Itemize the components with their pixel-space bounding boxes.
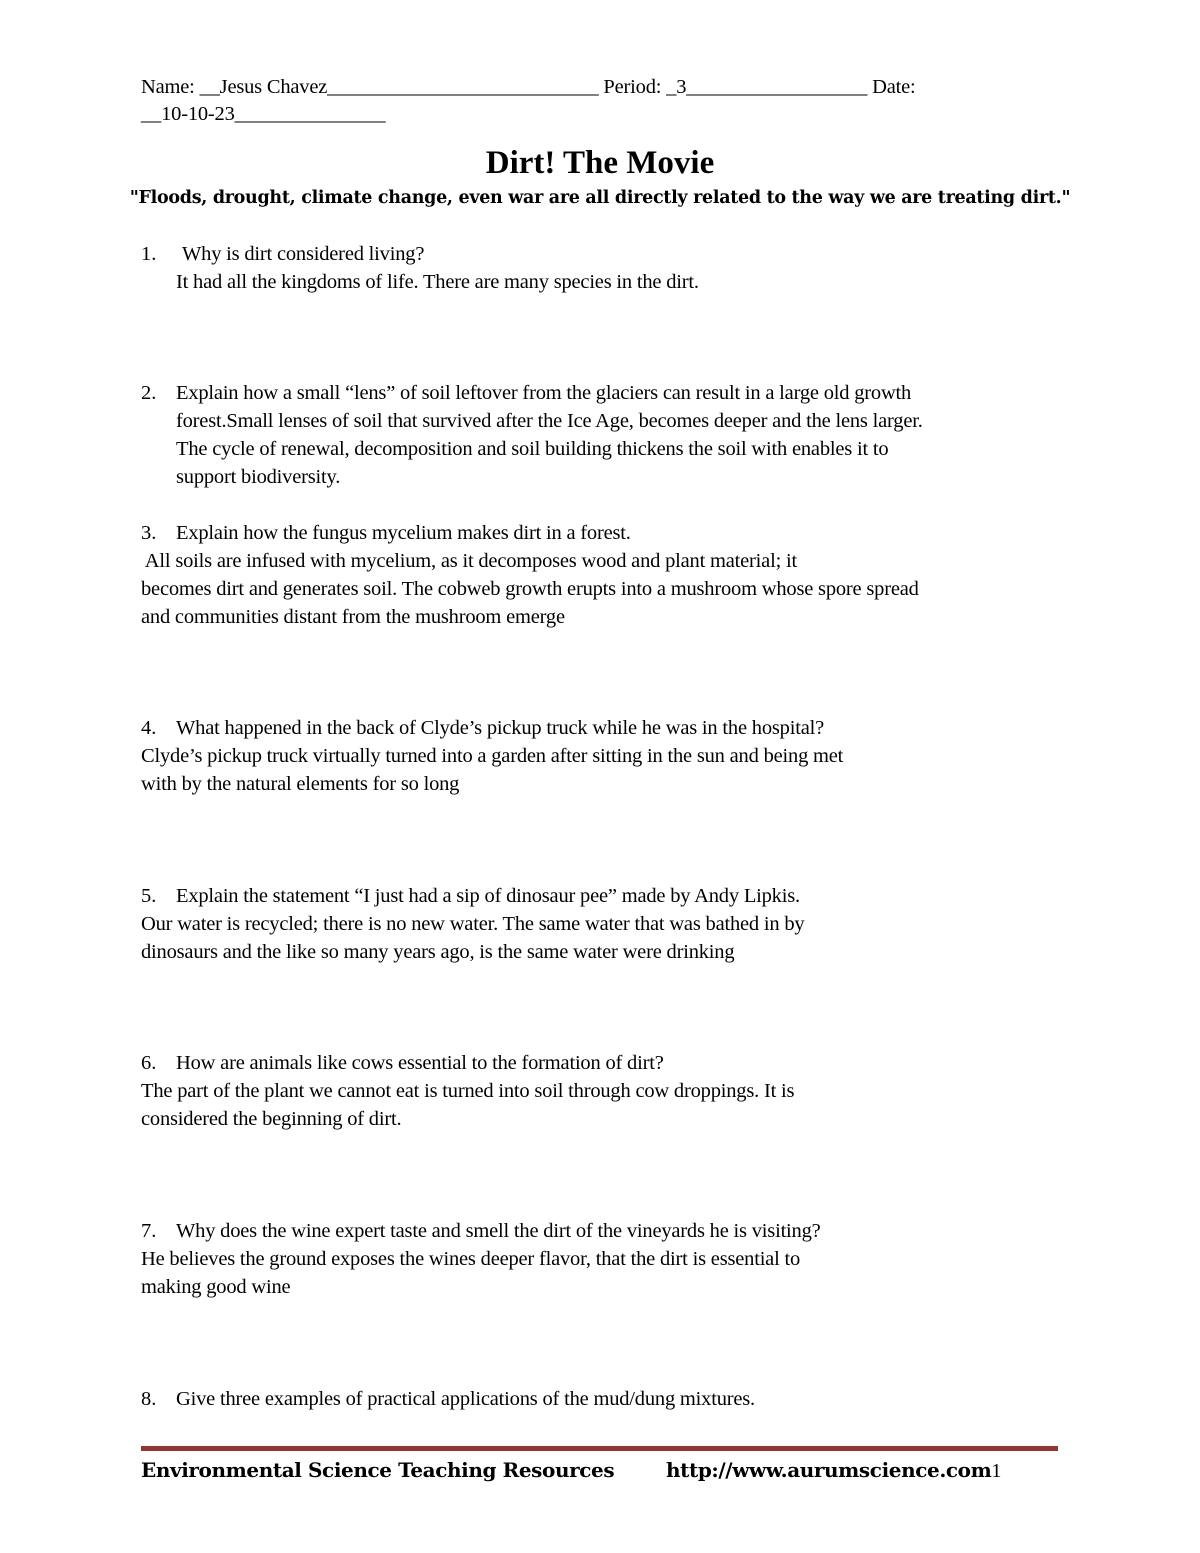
footer-url-text: http://www.aurumscience.com <box>666 1458 992 1482</box>
footer-url <box>666 1457 1001 1484</box>
question-number: 4. <box>141 717 157 739</box>
page-number: 1 <box>991 1460 1001 1482</box>
answer-line: It had all the kingdoms of life. There are many species in the dirt. <box>176 271 699 293</box>
question-number: 8. <box>141 1388 157 1410</box>
footer-rule <box>141 1446 1058 1451</box>
answer-line: Clyde’s pickup truck virtually turned into a garden after sitting in the sun and being met <box>141 745 844 767</box>
answer-line: The part of the plant we cannot eat is turned into soil through cow droppings. It is <box>141 1080 795 1102</box>
answer-line: making good wine <box>141 1276 291 1298</box>
question-text: Give three examples of practical applications of the mud/dung mixtures. <box>176 1388 755 1410</box>
date-line: __10-10-23_______________ <box>141 103 386 125</box>
question-number: 7. <box>141 1220 157 1242</box>
question-number: 3. <box>141 522 157 544</box>
page-title: Dirt! The Movie <box>485 145 715 181</box>
answer-line: All soils are infused with mycelium, as it decomposes wood and plant material; it <box>141 550 797 572</box>
question-text: Explain how a small “lens” of soil leftover from the glaciers can result in a large old growth <box>176 382 912 404</box>
answer-line: with by the natural elements for so long <box>141 773 460 795</box>
answer-line: dinosaurs and the like so many years ago, is the same water were drinking <box>141 941 735 963</box>
quote: "Floods, drought, climate change, even war are all directly related to the way we are treating dirt." <box>129 188 1071 208</box>
footer-left-text: Environmental Science Teaching Resources <box>141 1458 615 1482</box>
question-text: What happened in the back of Clyde’s pickup truck while he was in the hospital? <box>176 717 824 739</box>
answer-line: forest.Small lenses of soil that survived after the Ice Age, becomes deeper and the lens larger. <box>176 410 923 432</box>
question-text: How are animals like cows essential to the formation of dirt? <box>176 1052 664 1074</box>
question-text: Why is dirt considered living? <box>182 243 425 265</box>
name-period-date-line: Name: __Jesus Chavez___________________________ Period: _3__________________ Date: <box>141 76 916 98</box>
question-number: 6. <box>141 1052 157 1074</box>
answer-line: becomes dirt and generates soil. The cobweb growth erupts into a mushroom whose spore spread <box>141 578 919 600</box>
answer-line: support biodiversity. <box>176 466 341 488</box>
question-number: 2. <box>141 382 157 404</box>
question-text: Why does the wine expert taste and smell the dirt of the vineyards he is visiting? <box>176 1220 821 1242</box>
answer-line: He believes the ground exposes the wines deeper flavor, that the dirt is essential to <box>141 1248 801 1270</box>
question-text: Explain the statement “I just had a sip of dinosaur pee” made by Andy Lipkis. <box>176 885 800 907</box>
question-number: 1. <box>141 243 157 265</box>
question-text: Explain how the fungus mycelium makes dirt in a forest. <box>176 522 631 544</box>
answer-line: Our water is recycled; there is no new water. The same water that was bathed in by <box>141 913 805 935</box>
answer-line: The cycle of renewal, decomposition and soil building thickens the soil with enables it to <box>176 438 889 460</box>
answer-line: and communities distant from the mushroom emerge <box>141 606 565 628</box>
question-number: 5. <box>141 885 157 907</box>
answer-line: considered the beginning of dirt. <box>141 1108 402 1130</box>
